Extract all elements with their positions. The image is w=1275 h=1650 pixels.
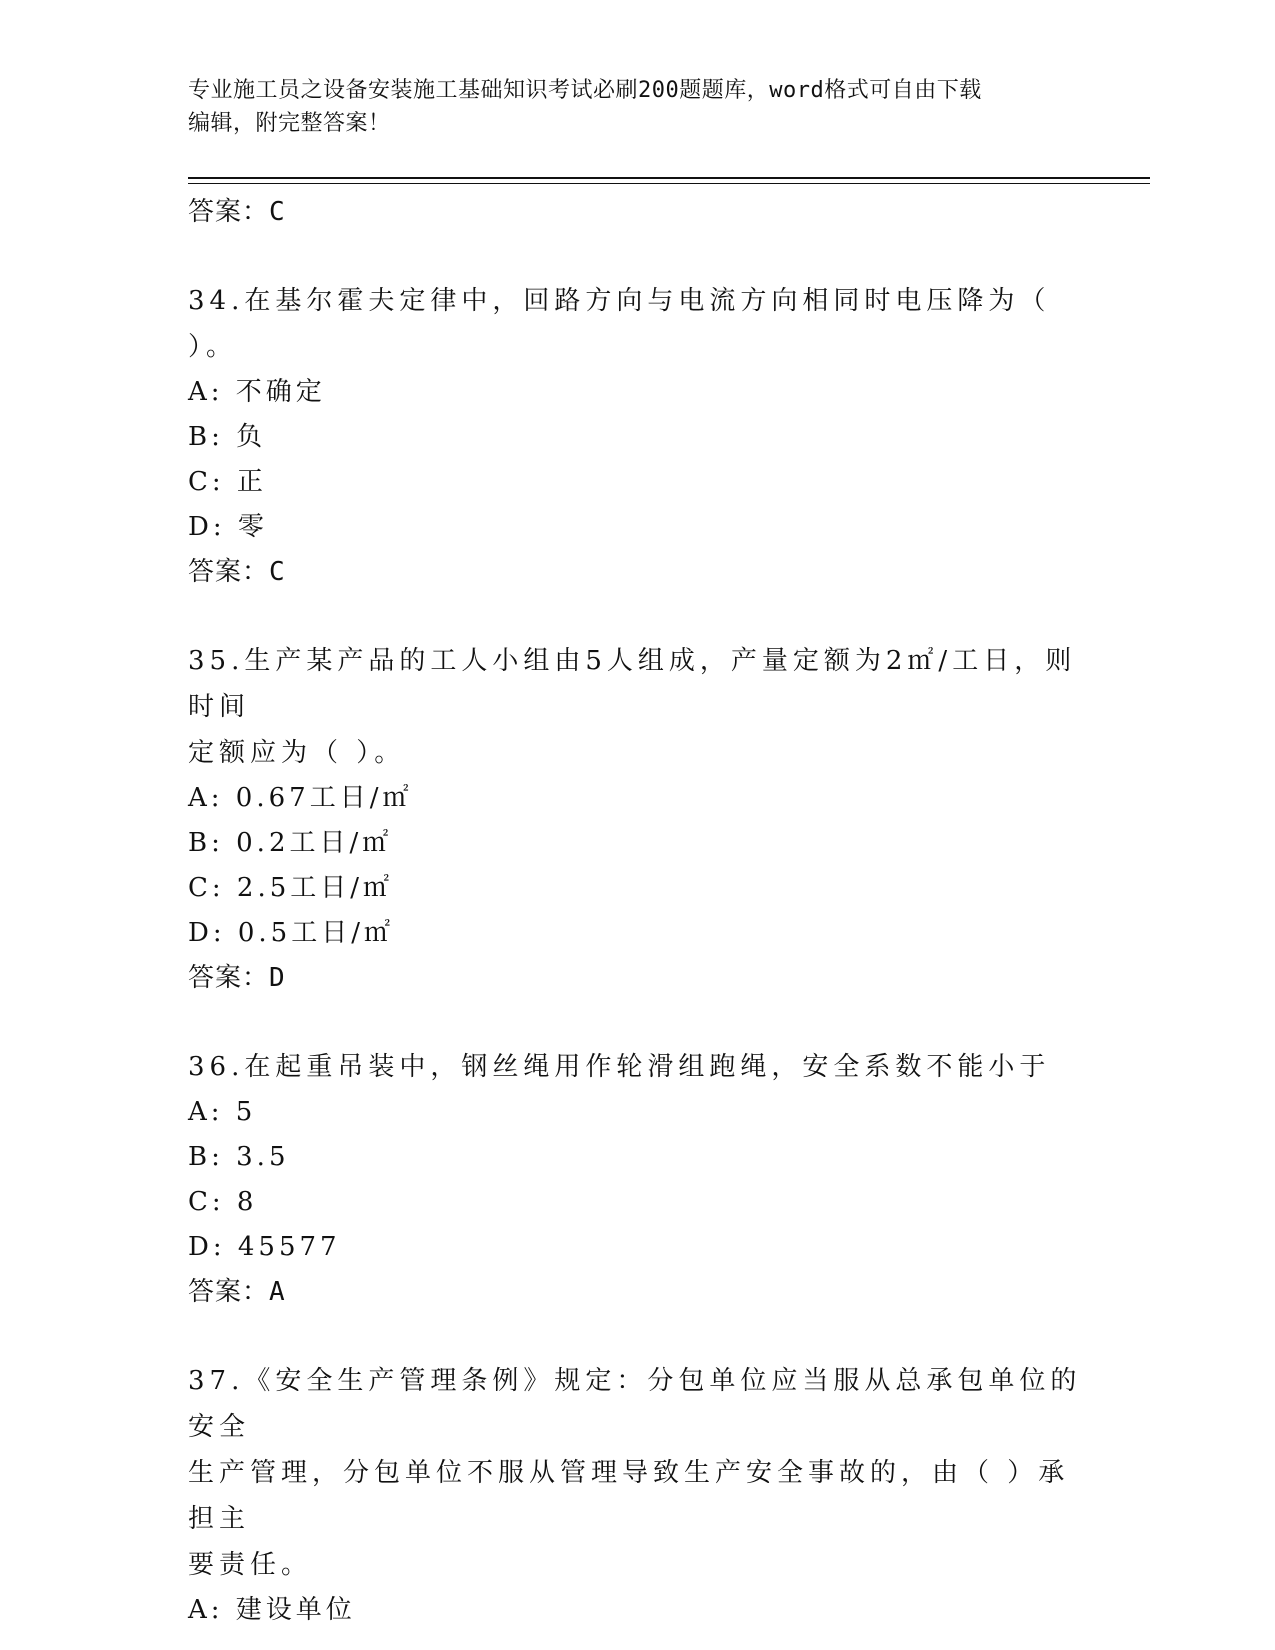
- answer-line: 答案：C: [188, 557, 286, 587]
- option-a: A: 5: [188, 1097, 257, 1127]
- question-text-line: 生产管理，分包单位不服从管理导致生产安全事故的，由（ ）承担主: [188, 1458, 1070, 1534]
- option-b: B: 负: [188, 422, 267, 452]
- question-block: [188, 278, 1088, 594]
- previous-answer: 答案：C: [188, 197, 286, 227]
- spacer: [188, 234, 1088, 278]
- question-text-line: 要责任。: [188, 1550, 313, 1580]
- answer-line: 答案：D: [188, 963, 286, 993]
- header-line-2: 编辑，附完整答案！: [188, 111, 391, 136]
- question-block: [188, 1358, 1088, 1633]
- question-text-line: 34.在基尔霍夫定律中，回路方向与电流方向相同时电压降为（ ）。: [188, 286, 1064, 362]
- spacer: [188, 1314, 1088, 1358]
- question-text-line: 37.《安全生产管理条例》规定：分包单位应当服从总承包单位的安全: [188, 1366, 1082, 1442]
- question-text-line: 定额应为（ ）。: [188, 738, 406, 768]
- option-b: B: 0.2工日/㎡: [188, 828, 393, 858]
- option-c: C: 8: [188, 1187, 258, 1217]
- header-divider-thin: [188, 183, 1150, 184]
- question-text-line: 36.在起重吊装中，钢丝绳用作轮滑组跑绳，安全系数不能小于: [188, 1052, 1051, 1082]
- option-d: D: 0.5工日/㎡: [188, 918, 394, 948]
- option-a: A: 不确定: [188, 377, 326, 407]
- answer-line: 答案：A: [188, 1277, 286, 1307]
- option-c: C: 2.5工日/㎡: [188, 873, 394, 903]
- option-b: B: 3.5: [188, 1142, 290, 1172]
- option-d: D: 45577: [188, 1232, 341, 1262]
- spacer: [188, 594, 1088, 638]
- header-divider: [188, 177, 1150, 179]
- document-header: [188, 74, 1088, 140]
- spacer: [188, 1000, 1088, 1044]
- option-a: A: 建设单位: [188, 1595, 356, 1625]
- option-a: A: 0.67工日/㎡: [188, 783, 413, 813]
- option-d: D: 零: [188, 512, 268, 542]
- document-body: [188, 190, 1088, 1633]
- question-text-line: 35.生产某产品的工人小组由5人组成，产量定额为2㎡/工日，则时间: [188, 646, 1077, 722]
- question-block: [188, 1044, 1088, 1314]
- header-line-1: 专业施工员之设备安装施工基础知识考试必刷200题题库，word格式可自由下载: [188, 78, 982, 103]
- option-c: C: 正: [188, 467, 267, 497]
- question-block: [188, 638, 1088, 1000]
